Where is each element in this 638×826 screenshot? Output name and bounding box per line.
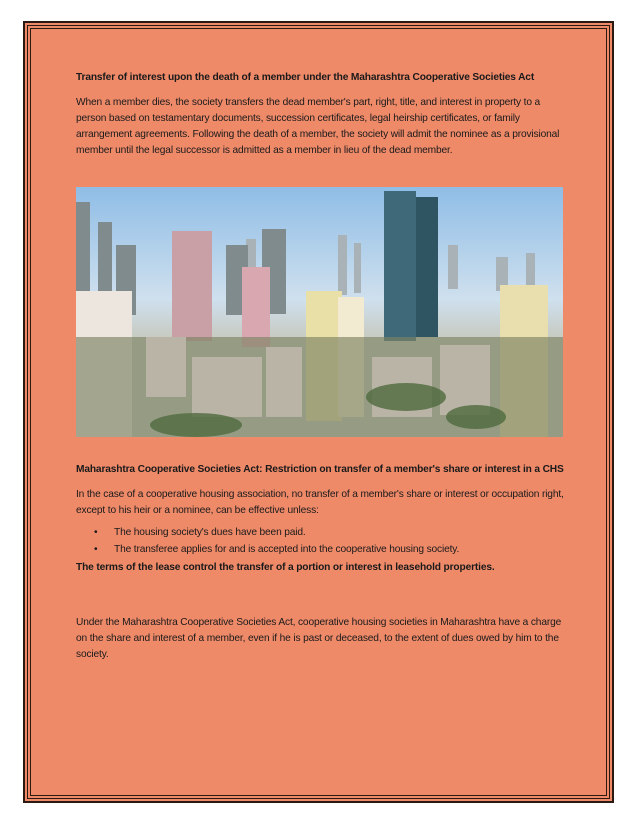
- bullet-icon: •: [94, 527, 98, 538]
- bullet-icon: •: [94, 544, 98, 555]
- section1-heading: Transfer of interest upon the death of a member under the Maharashtra Cooperative Societies Act: [76, 72, 535, 83]
- section1-body: When a member dies, the society transfers the dead member's part, right, title, and interest in property to a person based on testamentary documents, succession certificates, legal heirship certificates, or family arrangement agreements. Following the death of a member, the society will admit the nominee as a provisional member until the legal successor is admitted as a member in lieu of the dead member.: [76, 97, 560, 156]
- section2-intro: In the case of a cooperative housing association, no transfer of a member's share or interest or occupation right, except to his heir or a nominee, can be effective unless:: [76, 489, 564, 516]
- photo-spacer: [76, 437, 568, 462]
- leasehold-note: The terms of the lease control the transfer of a portion or interest in leasehold properties.: [76, 562, 495, 573]
- document-content: [76, 70, 568, 663]
- list-item: [94, 525, 568, 541]
- bullet-list: [76, 525, 568, 558]
- bullet-text: The transferee applies for and is accepted into the cooperative housing society.: [114, 544, 460, 555]
- section2-heading: Maharashtra Cooperative Societies Act: Restriction on transfer of a member's share or interest in a CHS: [76, 464, 564, 475]
- list-item: [94, 542, 568, 558]
- section3-body: Under the Maharashtra Cooperative Societies Act, cooperative housing societies in Maharashtra have a charge on the share and interest of a member, even if he is past or deceased, to the extent of dues owed by him to the society.: [76, 617, 562, 660]
- bullet-text: The housing society's dues have been paid.: [114, 527, 306, 538]
- city-skyline-photo: [76, 187, 563, 437]
